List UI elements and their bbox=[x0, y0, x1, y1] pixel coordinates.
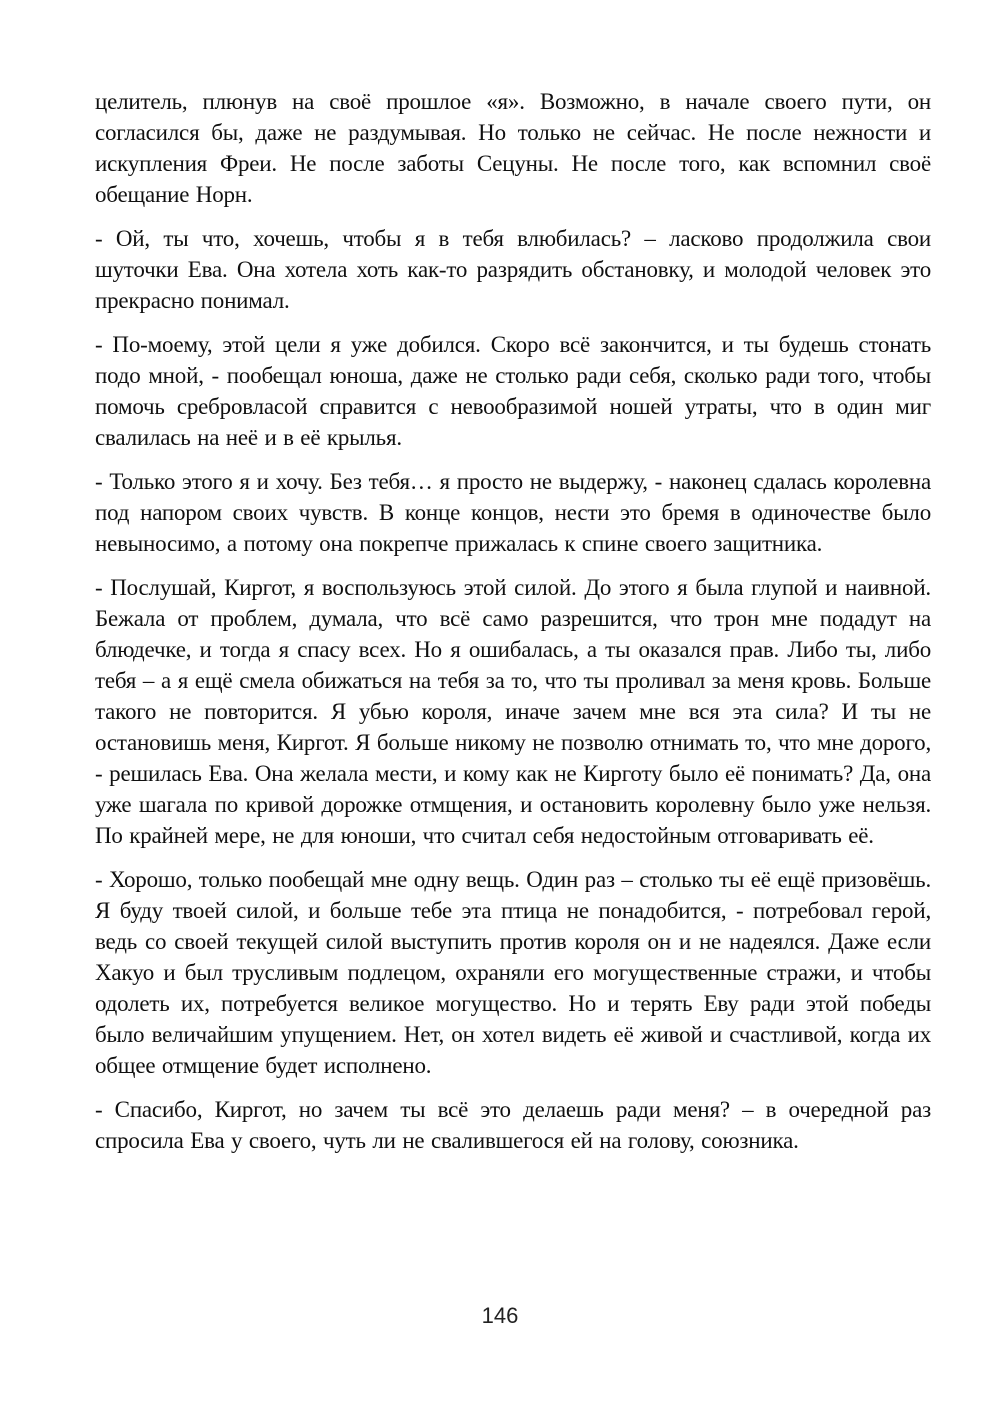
text-block bbox=[95, 86, 931, 1169]
body-paragraph: - Хорошо, только пообещай мне одну вещь. Один раз – столько ты её ещё призовёшь. Я буду твоей силой, и больше тебе эта птица не понадобится, - потребовал герой, ведь со своей текущей силой выступить против короля он и не надеялся. Даже если Хакуо и был трусливым подлецом, охраняли его могущественные стражи, и чтобы одолеть их, потребуется великое могущество. Но и терять Еву ради этой победы было величайшим упущением. Нет, он хотел видеть её живой и счастливой, когда их общее отмщение будет исполнено. bbox=[95, 867, 931, 1078]
page-number: 146 bbox=[481, 1303, 519, 1328]
body-paragraph: целитель, плюнув на своё прошлое «я». Возможно, в начале своего пути, он согласился бы, даже не раздумывая. Но только не сейчас. Не после нежности и искупления Фреи. Не после заботы Сецуны. Не после того, как вспомнил своё обещание Норн. bbox=[95, 89, 931, 207]
body-paragraph: - Ой, ты что, хочешь, чтобы я в тебя влюбилась? – ласково продолжила свои шуточки Ева. Она хотела хоть как-то разрядить обстановку, и молодой человек это прекрасно понимал. bbox=[95, 226, 931, 313]
body-paragraph: - Спасибо, Киргот, но зачем ты всё это делаешь ради меня? – в очередной раз спросила Ева у своего, чуть ли не свалившегося ей на голову, союзника. bbox=[95, 1097, 931, 1153]
body-paragraph: - По-моему, этой цели я уже добился. Скоро всё закончится, и ты будешь стонать подо мной, - пообещал юноша, даже не столько ради себя, сколько ради того, чтобы помочь сребровласой справится с невообразимой ношей утраты, что в один миг свалилась на неё и в её крылья. bbox=[95, 332, 931, 450]
body-paragraph: - Послушай, Киргот, я воспользуюсь этой силой. До этого я была глупой и наивной. Бежала от проблем, думала, что всё само разрешится, что трон мне подадут на блюдечке, и тогда я спасу всех. Но я ошибалась, а ты оказался прав. Либо ты, либо тебя – а я ещё смела обижаться на тебя за то, что ты проливал за меня кровь. Больше такого не повторится. Я убью короля, иначе зачем мне вся эта сила? И ты не остановишь меня, Киргот. Я больше никому не позволю отнимать то, что мне дорого, - решилась Ева. Она желала мести, и кому как не Кирготу было её понимать? Да, она уже шагала по кривой дорожке отмщения, и остановить королевну было уже нельзя. По крайней мере, не для юноши, что считал себя недостойным отговаривать её. bbox=[95, 575, 931, 848]
body-paragraph: - Только этого я и хочу. Без тебя… я просто не выдержу, - наконец сдалась королевна под напором своих чувств. В конце концов, нести это бремя в одиночестве было невыносимо, а потому она покрепче прижалась к спине своего защитника. bbox=[95, 469, 931, 556]
